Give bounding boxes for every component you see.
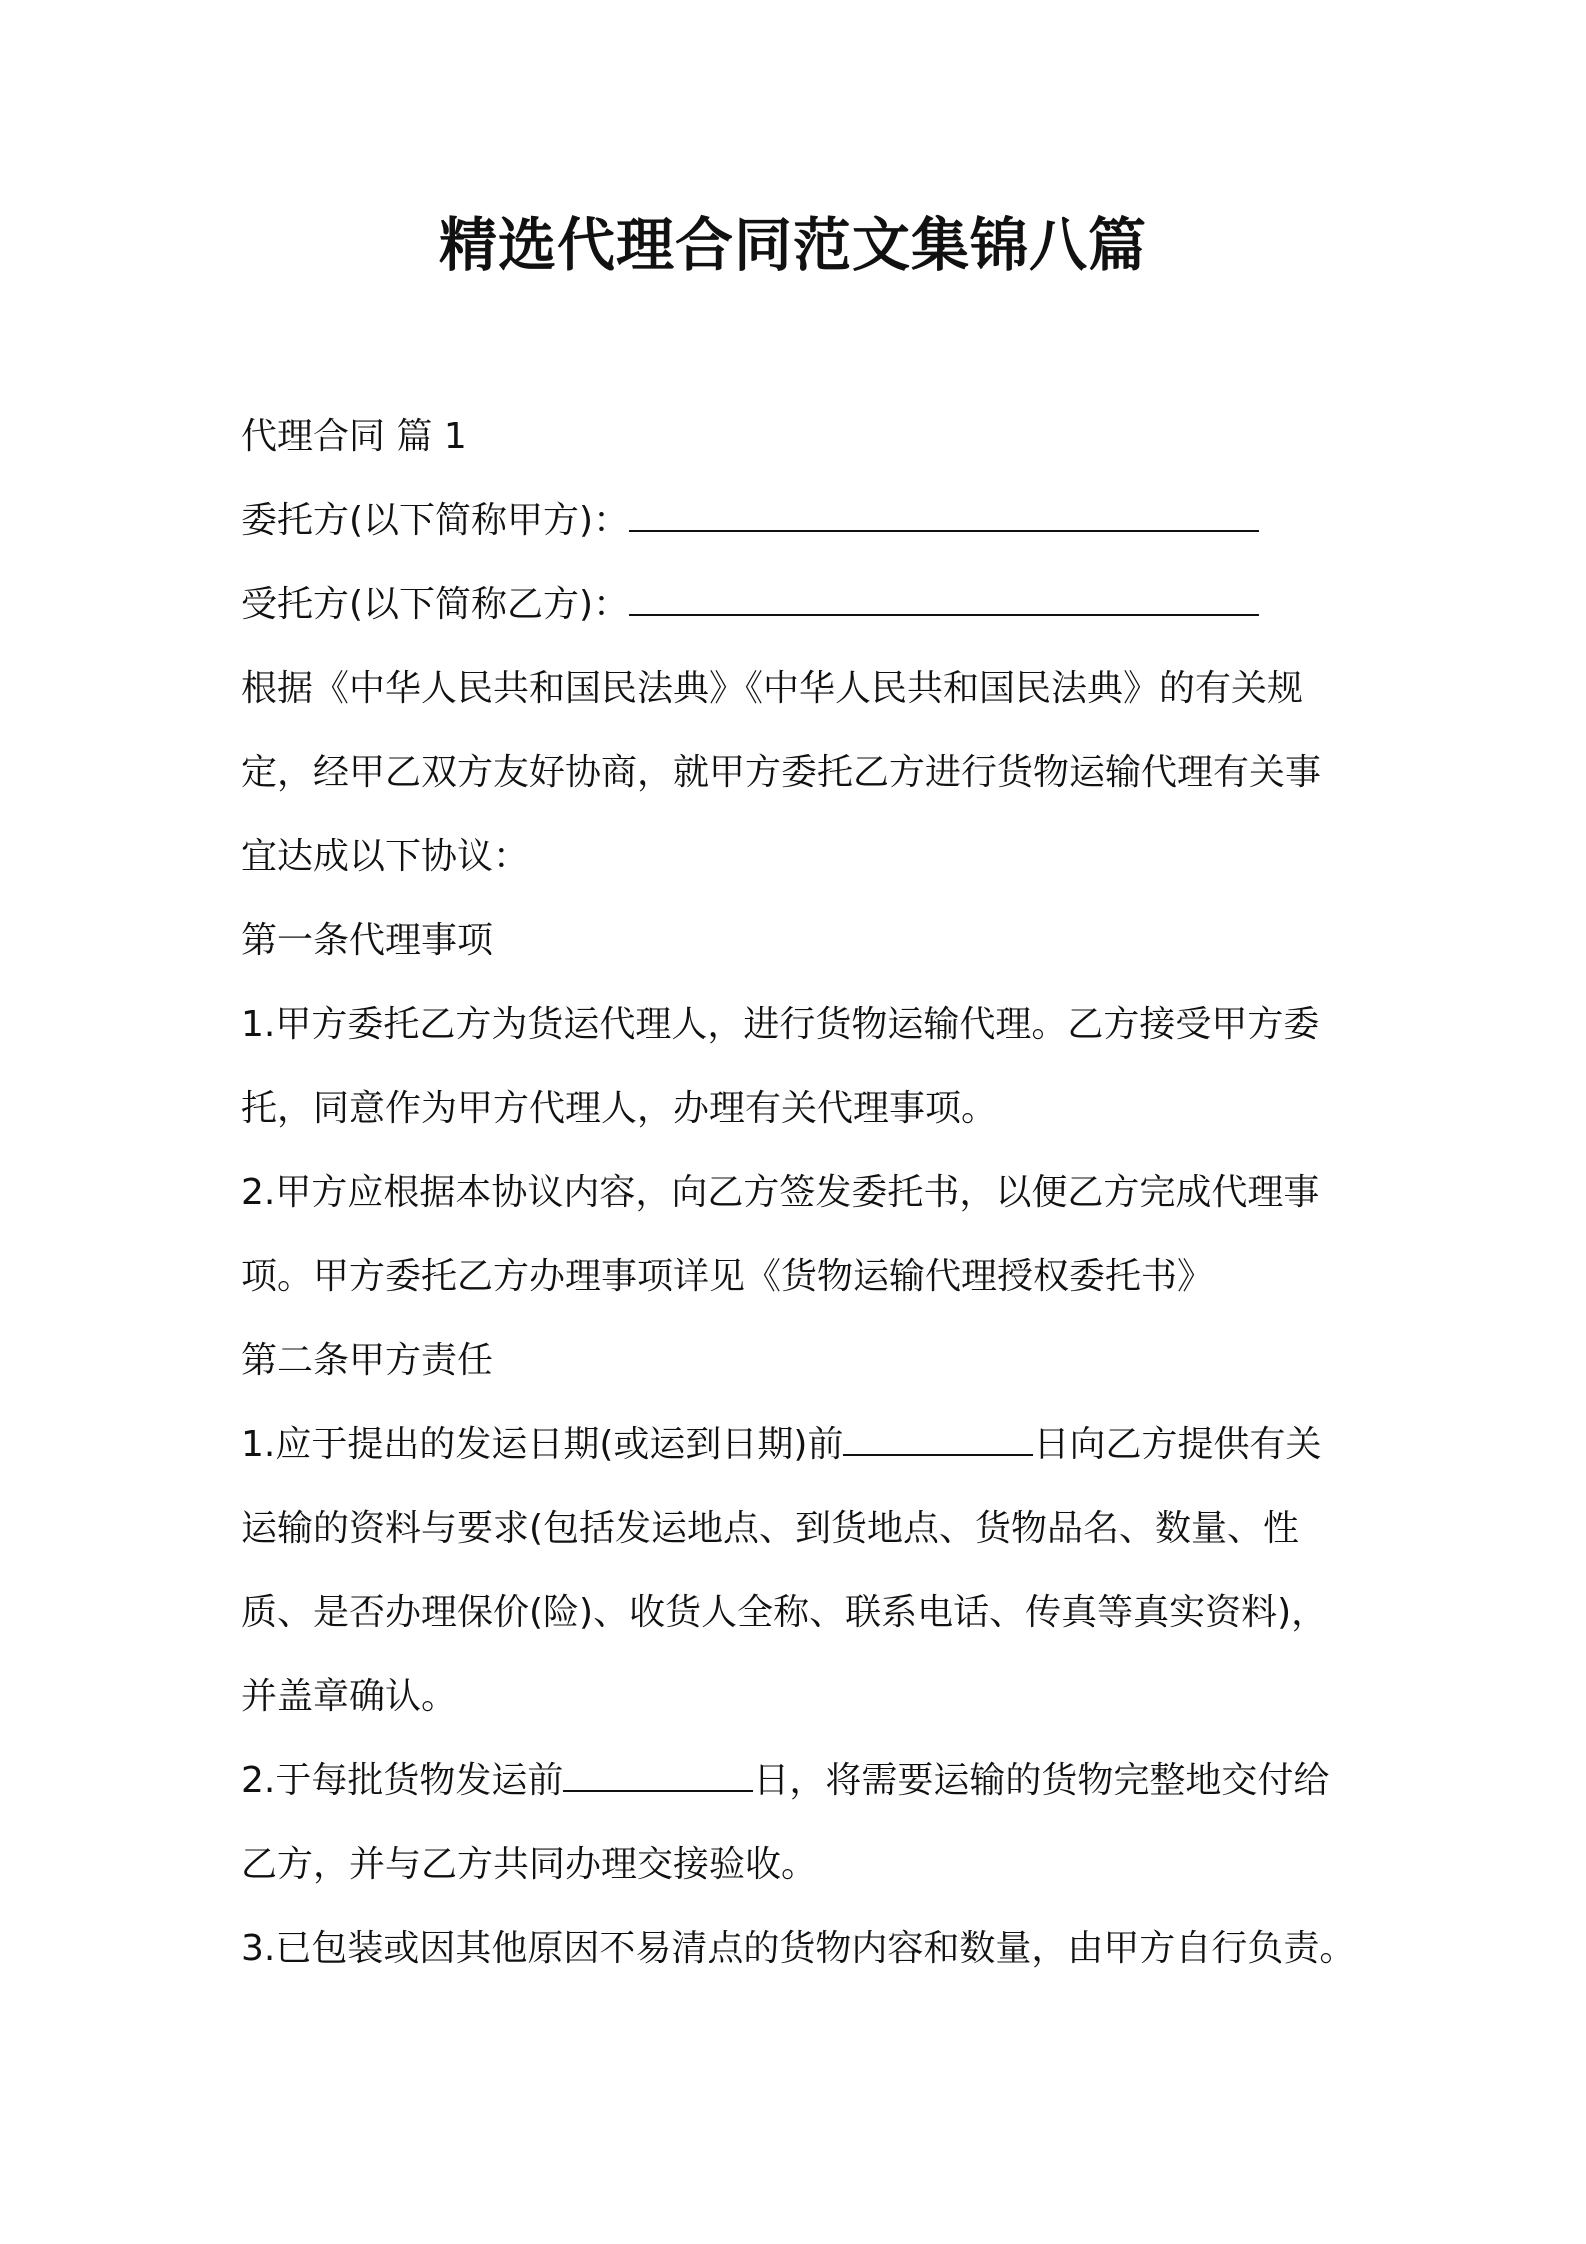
article-2-line: 运输的资料与要求(包括发运地点、到货地点、货物品名、数量、性 xyxy=(241,1508,1300,1549)
article-2-heading: 第二条甲方责任 xyxy=(241,1340,494,1381)
party-a-blank xyxy=(629,529,1259,532)
item-1-prefix: 1.应于提出的发运日期(或运到日期)前 xyxy=(241,1424,844,1465)
section-heading: 代理合同 篇 1 xyxy=(241,416,467,457)
party-a-label: 委托方(以下简称甲方)： xyxy=(241,500,630,541)
article-2-line: 质、是否办理保价(险)、收货人全称、联系电话、传真等真实资料)， xyxy=(241,1592,1328,1633)
party-b-blank xyxy=(629,613,1259,616)
article-2-item-3: 3.已包装或因其他原因不易清点的货物内容和数量，由甲方自行负责。 xyxy=(241,1928,1356,1969)
article-1-heading: 第一条代理事项 xyxy=(241,920,494,961)
days-blank xyxy=(563,1789,753,1792)
party-b-line xyxy=(241,563,1401,647)
intro-line: 宜达成以下协议： xyxy=(241,836,530,877)
article-2-line: 乙方，并与乙方共同办理交接验收。 xyxy=(241,1844,818,1885)
party-b-label: 受托方(以下简称乙方)： xyxy=(241,584,630,625)
article-1-line: 托，同意作为甲方代理人，办理有关代理事项。 xyxy=(241,1088,998,1129)
item-2-prefix: 2.于每批货物发运前 xyxy=(241,1760,564,1801)
document-title: 精选代理合同范文集锦八篇 xyxy=(438,211,1147,279)
days-blank xyxy=(843,1453,1033,1456)
article-1-line: 项。甲方委托乙方办理事项详见《货物运输代理授权委托书》 xyxy=(241,1256,1214,1297)
article-2-item-2-first-line xyxy=(241,1739,1401,1823)
item-1-suffix: 日向乙方提供有关 xyxy=(1033,1424,1322,1465)
intro-line: 定，经甲乙双方友好协商，就甲方委托乙方进行货物运输代理有关事 xyxy=(241,752,1322,793)
party-a-line xyxy=(241,479,1401,563)
article-1-line: 2.甲方应根据本协议内容，向乙方签发委托书，以便乙方完成代理事 xyxy=(241,1172,1320,1213)
item-2-suffix: 日，将需要运输的货物完整地交付给 xyxy=(753,1760,1330,1801)
document-body xyxy=(241,395,1401,1991)
intro-line: 根据《中华人民共和国民法典》《中华人民共和国民法典》的有关规 xyxy=(241,668,1304,709)
article-2-item-1-first-line xyxy=(241,1403,1401,1487)
article-2-line: 并盖章确认。 xyxy=(241,1676,458,1717)
article-1-line: 1.甲方委托乙方为货运代理人，进行货物运输代理。乙方接受甲方委 xyxy=(241,1004,1320,1045)
